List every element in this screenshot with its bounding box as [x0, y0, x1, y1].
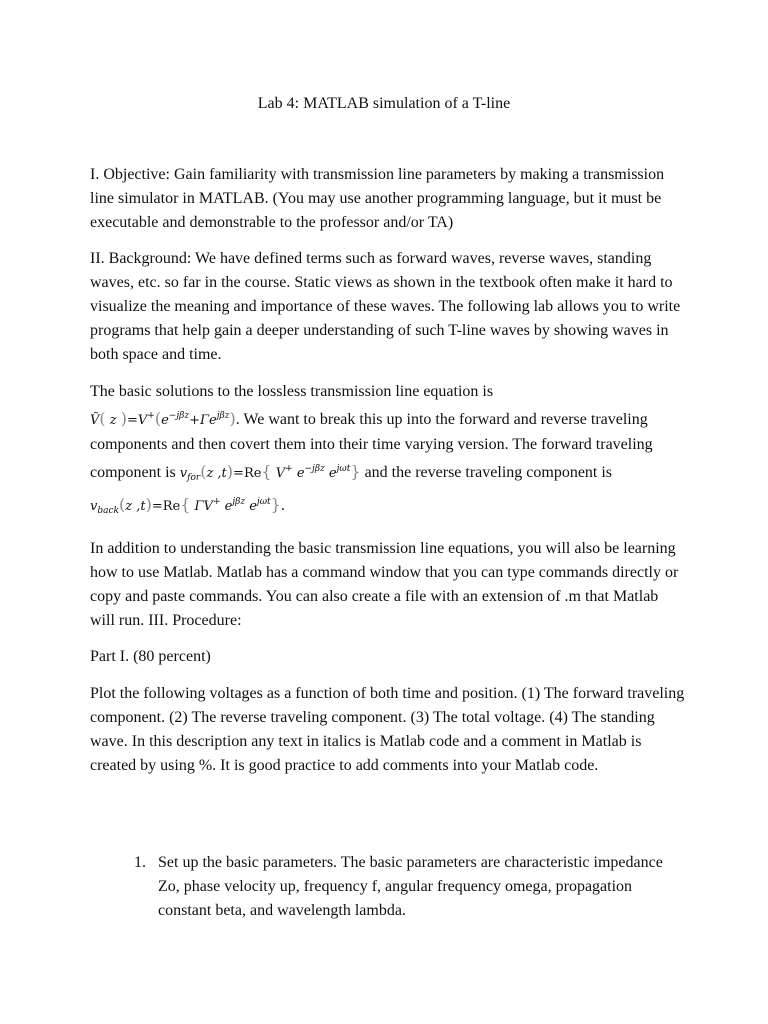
- basic-solutions-intro: The basic solutions to the lossless transmission line equation is: [90, 383, 494, 400]
- basic-solutions-text-2: and the reverse traveling component is: [364, 464, 613, 481]
- basic-solutions-text-1: . We want to break this up into the forward and reverse traveling components and then covert them into their time varying version. The forward traveling component is: [90, 411, 653, 481]
- forward-voltage-equation: $v_{for}(z$ ,t)=Re{ V+ $e^{-j\beta z}$ $e^{j\omega t}$}: [179, 462, 361, 483]
- basic-solutions-paragraph: [90, 380, 686, 523]
- objective-paragraph: I. Objective: Gain familiarity with transmission line parameters by making a transmission line simulator in MATLAB. (You may use another programming language, but it must be executable and demonstrable to the professor and/or TA): [90, 166, 665, 231]
- part1-paragraph: Plot the following voltages as a function of both time and position. (1) The forward traveling component. (2) The reverse traveling component. (3) The total voltage. (4) The standing wave. In this description any text in italics is Matlab code and a comment in Matlab is created by using %. It is good practice to add comments into your Matlab code.: [90, 685, 685, 774]
- total-voltage-equation: Ṽ( z )$=V^+(e^{-j\beta z}+\Gamma e^{j\beta z})$: [90, 409, 236, 428]
- list-item-number: 1.: [134, 854, 146, 871]
- document-title: Lab 4: MATLAB simulation of a T-line: [257, 95, 511, 112]
- background-paragraph: II. Background: We have defined terms such as forward waves, reverse waves, standing waves, etc. so far in the course. Static views as shown in the textbook often make it hard to visualize the meaning and importance of these waves. The following lab allows you to write programs that help gain a deeper understanding of such T-line waves by showing waves in both space and time.: [90, 250, 681, 363]
- matlab-intro-paragraph: In addition to understanding the basic transmission line equations, you will also be learning how to use Matlab. Matlab has a command window that you can type commands directly or copy and paste commands. You can also create a file with an extension of .m that Matlab will run. III. Procedure:: [90, 540, 679, 629]
- list-item: [90, 851, 686, 923]
- reverse-voltage-equation: $v_{back}(z$ ,t)=Re{ ΓV+ $e^{j\beta z}$ $e^{j\omega t}$}: [90, 495, 281, 516]
- procedure-list: [90, 851, 686, 923]
- part1-heading: Part I. (80 percent): [90, 648, 211, 665]
- list-item-text: Set up the basic parameters. The basic parameters are characteristic impedance Zo, phase velocity up, frequency f, angular frequency omega, propagation constant beta, and wavelength lambda.: [158, 854, 663, 919]
- basic-solutions-text-3: .: [280, 497, 285, 514]
